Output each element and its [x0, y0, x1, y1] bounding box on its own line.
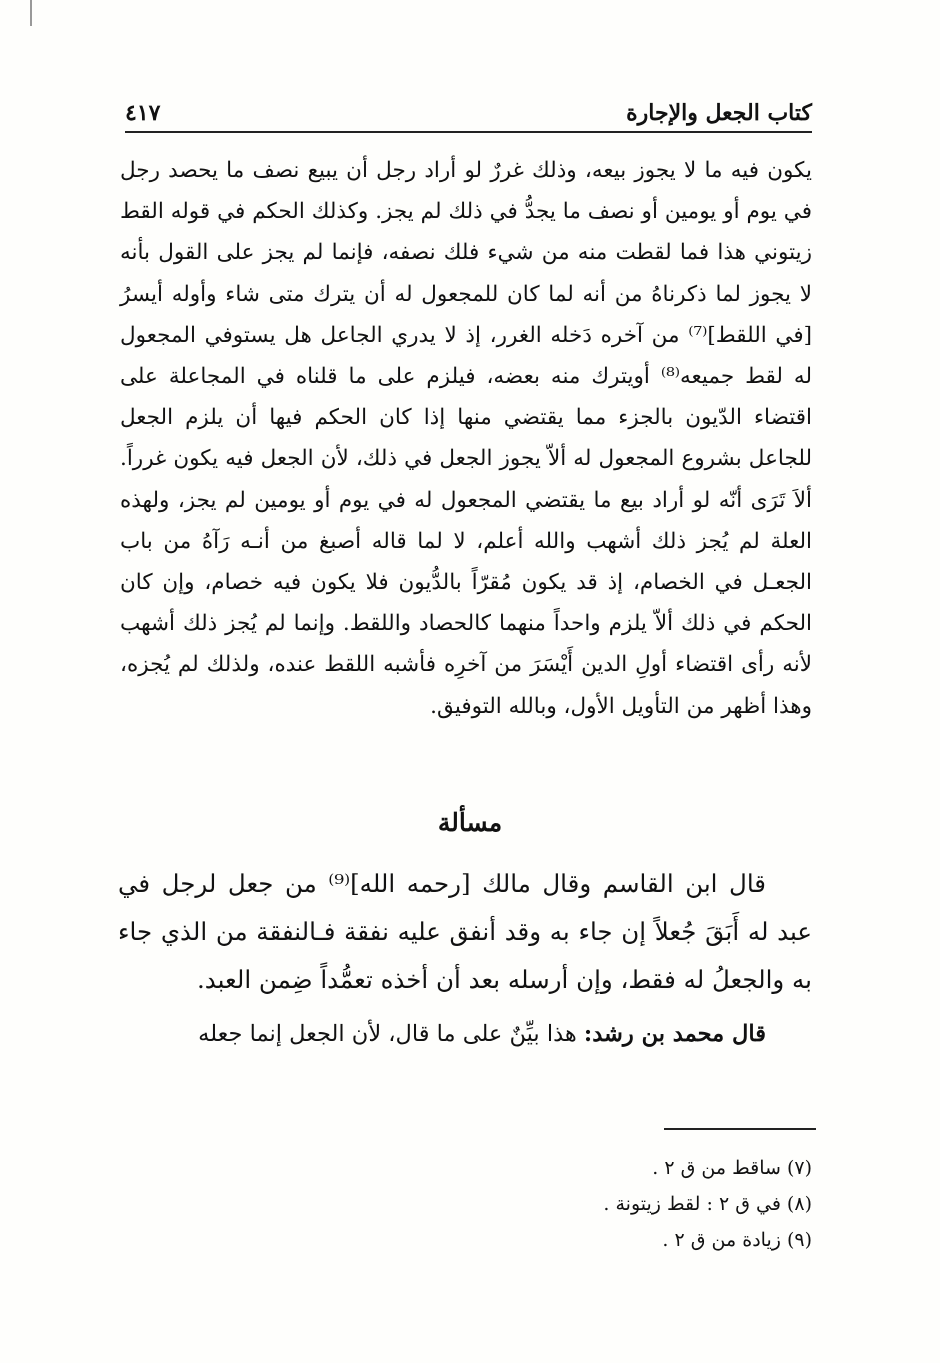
main-text-block — [120, 150, 812, 727]
footnote-7: (٧) ساقط من ق ٢ . — [652, 1157, 812, 1179]
header-title: كتاب الجعل والإجارة — [626, 100, 812, 126]
footnote-rule — [664, 1128, 816, 1130]
header-rule — [125, 131, 812, 133]
scan-edge-mark — [30, 0, 32, 26]
page-number: ٤١٧ — [125, 100, 161, 126]
section-paragraph-2-text: هذا بيِّنٌ على ما قال، لأن الجعل إنما جعله — [198, 1021, 584, 1047]
author-label: قال محمد بن رشد: — [583, 1021, 766, 1047]
running-header — [125, 96, 812, 126]
section-paragraph-2 — [118, 1010, 812, 1058]
footnote-8: (٨) في ق ٢ : لقط زيتونة . — [603, 1193, 812, 1215]
footnotes — [300, 1150, 812, 1258]
body-paragraph: يكون فيه ما لا يجوز بيعه، وذلك غررٌ لو أراد رجل أن يبيع نصف ما يحصد رجل في يوم أو يومين أو نصف ما يجدُّ في ذلك لم يجز. وكذلك الحكم في قوله القط زيتوني هذا فما لقطت منه من شيء فلك نصفه، فإنما لم يجز على القول بأنه لا يجوز لما ذكرناهُ من أنه لما كان للمجعول له أن يترك متى شاء وأوله أيسرُ [في اللقط]⁽⁷⁾ من آخره دَخله الغرر، إذ لا يدري الجاعل هل يستوفي المجعول له لقط جميعه⁽⁸⁾ أويترك منه بعضه، فيلزم على ما قلناه في المجاعلة على اقتضاء الدّيون بالجزء مما يقتضي منها إذا كان الحكم فيها أن يلزم الجعل للجاعل بشروع المجعول له ألاّ يجوز الجعل في ذلك، لأن الجعل فيه يكون غرراً. ألاَ تَرَى أنّه لو أراد بيع ما يقتضي المجعول له في يوم أو يومين لم يجز، ولهذه العلة لم يُجز ذلك أشهب والله أعلم، لا لما قاله أصبغ من أنـه رَآهُ من باب الجعـل في الخصام، إذ قد يكون مُقرّاً بالدُّيون فلا يكون فيه خصام، وإن كان الحكم في ذلك ألاّ يلزم واحداً منهما كالحصاد واللقط. وإنما لم يُجز ذلك أشهب لأنه رأى اقتضاء أولِ الدين أَيْسَرَ من آخرِه فأشبه اللقط عنده، ولذلك لم يُجزه، وهذا أظهر من التأويل الأول، وبالله التوفيق. — [120, 158, 813, 719]
section-text-block — [118, 860, 812, 1058]
section-heading: مسألة — [437, 808, 503, 837]
footnote-9: (٩) زيادة من ق ٢ . — [662, 1229, 812, 1251]
section-paragraph-1: قال ابن القاسم وقال مالك [رحمه الله]⁽⁹⁾ من جعل لرجل في عبد له أَبَقَ جُعلاً إن جاء به وقد أنفق عليه نفقة فـالنفقة من الذي جاء به والجعلُ له فقط، وإن أرسله بعد أن أخذه تعمُّداً ضِمن العبد. — [118, 869, 812, 994]
